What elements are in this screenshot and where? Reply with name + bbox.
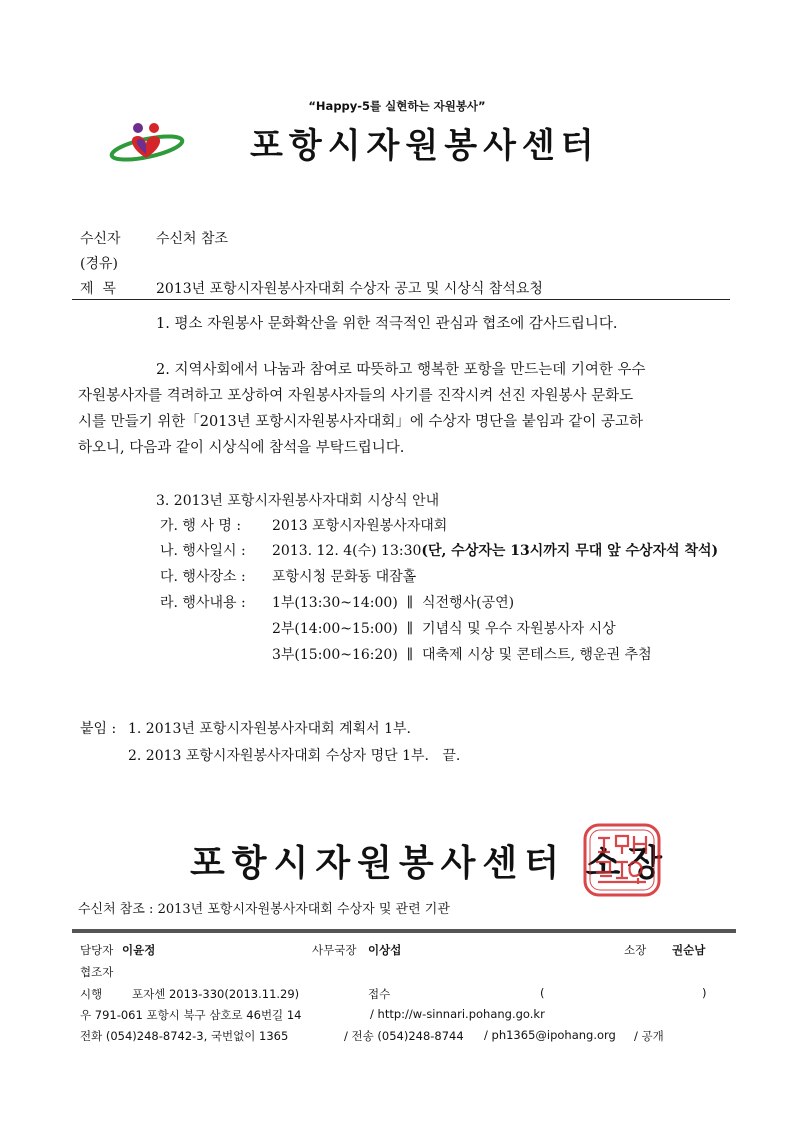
phone-number: 전화 (054)248-8742-3, 국번없이 1365 bbox=[80, 1029, 289, 1043]
staff-name: 이윤정 bbox=[122, 943, 156, 957]
cooperator-label: 협조자 bbox=[80, 965, 114, 979]
director-label: 사무국장 bbox=[312, 943, 357, 957]
execution-label: 시행 bbox=[80, 987, 103, 1001]
attachment-item-2: 2. 2013 포항시자원봉사자대회 수상자 명단 1부. 끝. bbox=[128, 748, 461, 764]
execution-value: 포자센 2013-330(2013.11.29) bbox=[132, 987, 300, 1001]
website-link[interactable]: / http://w-sinnari.pohang.go.kr bbox=[370, 1007, 545, 1021]
receipt-paren-close: ) bbox=[702, 986, 707, 1000]
staff-label: 담당자 bbox=[80, 943, 114, 957]
head-label: 소장 bbox=[624, 943, 647, 957]
event-program-label: 라. 행사내용 : bbox=[160, 595, 246, 611]
event-date-main: 2013. 12. 4(수) 13:30 bbox=[272, 543, 422, 559]
email-link[interactable]: / ph1365@ipohang.org bbox=[484, 1028, 616, 1042]
paragraph-2-line-4: 하오니, 다음과 같이 시상식에 참석을 부탁드립니다. bbox=[78, 440, 405, 456]
official-seal-stamp bbox=[582, 822, 662, 898]
attachment-label: 붙임 : bbox=[80, 721, 117, 737]
distribution-list: 수신처 참조 : 2013년 포항시자원봉사자대회 수상자 및 관련 기관 bbox=[78, 902, 450, 917]
subject-value: 2013년 포항시자원봉사자대회 수상자 공고 및 시상식 참석요청 bbox=[156, 281, 543, 297]
event-venue-label: 다. 행사장소 : bbox=[160, 569, 246, 585]
event-name-value: 2013 포항시자원봉사자대회 bbox=[272, 518, 448, 534]
subject-label: 제 목 bbox=[80, 281, 116, 297]
section-3-title: 3. 2013년 포항시자원봉사자대회 시상식 안내 bbox=[156, 493, 440, 509]
attachment-item-1: 1. 2013년 포항시자원봉사자대회 계획서 1부. bbox=[128, 721, 412, 737]
disclosure-status: / 공개 bbox=[634, 1029, 664, 1043]
paragraph-2-line-1: 2. 지역사회에서 나눔과 참여로 따뜻하고 행복한 포항을 만드는데 기여한 우수 bbox=[156, 362, 646, 378]
event-name-label: 가. 행 사 명 : bbox=[160, 518, 242, 534]
paragraph-1: 1. 평소 자원봉사 문화확산을 위한 적극적인 관심과 협조에 감사드립니다. bbox=[156, 316, 618, 332]
signer-title: 포항시자원봉사센터 소장 bbox=[190, 842, 670, 884]
paragraph-2-line-2: 자원봉사자를 격려하고 포상하여 자원봉사자들의 사기를 진작시켜 선진 자원봉사 문화도 bbox=[78, 388, 634, 404]
director-name: 이상섭 bbox=[368, 943, 402, 957]
fax-number: / 전송 (054)248-8744 bbox=[344, 1029, 464, 1043]
postal-address: 우 791-061 포항시 북구 삼호로 46번길 14 bbox=[80, 1008, 302, 1022]
via-label: (경유) bbox=[80, 256, 118, 272]
slogan: “Happy-5를 실현하는 자원봉사” bbox=[308, 99, 486, 113]
paragraph-2-line-3: 시를 만들기 위한「2013년 포항시자원봉사자대회」에 수상자 명단을 붙임과 같이 공고하 bbox=[78, 414, 644, 430]
event-venue-value: 포항시청 문화동 대잠홀 bbox=[272, 569, 417, 585]
receipt-paren-open: ( bbox=[540, 986, 545, 1000]
program-part-2: 2부(14:00~15:00) ∥ 기념식 및 우수 자원봉사자 시상 bbox=[272, 621, 616, 637]
program-part-3: 3부(15:00~16:20) ∥ 대축제 시상 및 콘테스트, 행운권 추첨 bbox=[272, 647, 652, 663]
footer-divider bbox=[72, 929, 736, 933]
subject-divider bbox=[72, 299, 730, 300]
receipt-label: 접수 bbox=[368, 987, 391, 1001]
program-part-1: 1부(13:30~14:00) ∥ 식전행사(공연) bbox=[272, 595, 515, 611]
recipient-value: 수신처 참조 bbox=[156, 231, 229, 247]
event-date-label: 나. 행사일시 : bbox=[160, 543, 246, 559]
event-date-note: (단, 수상자는 13시까지 무대 앞 수상자석 착석) bbox=[421, 543, 719, 559]
volunteer-center-logo bbox=[108, 118, 186, 162]
org-title: 포항시자원봉사센터 bbox=[250, 126, 600, 166]
event-date-value bbox=[272, 540, 718, 560]
recipient-label: 수신자 bbox=[80, 231, 121, 247]
head-name: 권순남 bbox=[672, 943, 706, 957]
